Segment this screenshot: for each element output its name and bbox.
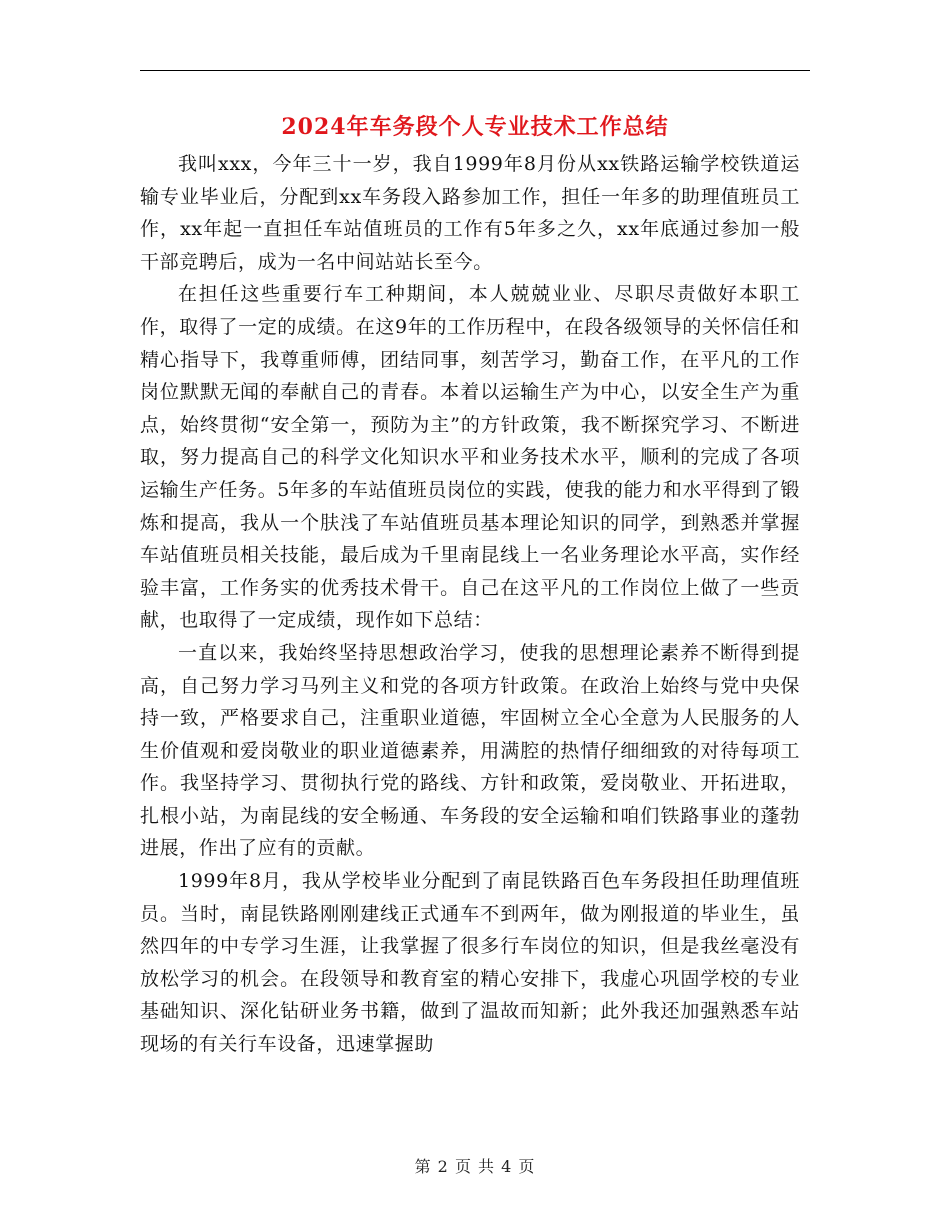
page-number-footer: 第 2 页 共 4 页 bbox=[414, 1157, 536, 1176]
header-rule bbox=[140, 70, 810, 71]
document-title: 2024年车务段个人专业技术工作总结 bbox=[281, 114, 669, 140]
paragraph-3: 一直以来，我始终坚持思想政治学习，使我的思想理论素养不断得到提高，自己努力学习马列主义和党的各项方针政策。在政治上始终与党中央保持一致，严格要求自己，注重职业道德，牢固树立全心全意为人民服务的人生价值观和爱岗敬业的职业道德素养，用满腔的热情仔细细致的对待每项工作。我坚持学习、贯彻执行党的路线、方针和政策，爱岗敬业、开拓进取，扎根小站，为南昆线的安全畅通、车务段的安全运输和咱们铁路事业的蓬勃进展，作出了应有的贡献。 bbox=[140, 641, 800, 860]
document-body bbox=[140, 148, 800, 1061]
paragraph-4: 1999年8月，我从学校毕业分配到了南昆铁路百色车务段担任助理值班员。当时，南昆铁路刚刚建线正式通车不到两年，做为刚报道的毕业生，虽然四年的中专学习生涯，让我掌握了很多行车岗位的知识，但是我丝毫没有放松学习的机会。在段领导和教育室的精心安排下，我虚心巩固学校的专业基础知识、深化钻研业务书籍，做到了温故而知新；此外我还加强熟悉车站现场的有关行车设备，迅速掌握助 bbox=[140, 870, 800, 1056]
paragraph-2: 在担任这些重要行车工种期间，本人兢兢业业、尽职尽责做好本职工作，取得了一定的成绩。在这9年的工作历程中，在段各级领导的关怀信任和精心指导下，我尊重师傅，团结同事，刻苦学习，勤奋工作，在平凡的工作岗位默默无闻的奉献自己的青春。本着以运输生产为中心，以安全生产为重点，始终贯彻“安全第一，预防为主”的方针政策，我不断探究学习、不断进取，努力提高自己的科学文化知识水平和业务技术水平，顺利的完成了各项运输生产任务。5年多的车站值班员岗位的实践，使我的能力和水平得到了锻炼和提高，我从一个肤浅了车站值班员基本理论知识的同学，到熟悉并掌握车站值班员相关技能，最后成为千里南昆线上一名业务理论水平高，实作经验丰富，工作务实的优秀技术骨干。自己在这平凡的工作岗位上做了一些贡献，也取得了一定成绩，现作如下总结： bbox=[140, 283, 800, 632]
paragraph-1: 我叫xxx，今年三十一岁，我自1999年8月份从xx铁路运输学校铁道运输专业毕业后，分配到xx车务段入路参加工作，担任一年多的助理值班员工作，xx年起一直担任车站值班员的工作有5年多之久，xx年底通过参加一般干部竞聘后，成为一名中间站站长至今。 bbox=[140, 153, 800, 273]
